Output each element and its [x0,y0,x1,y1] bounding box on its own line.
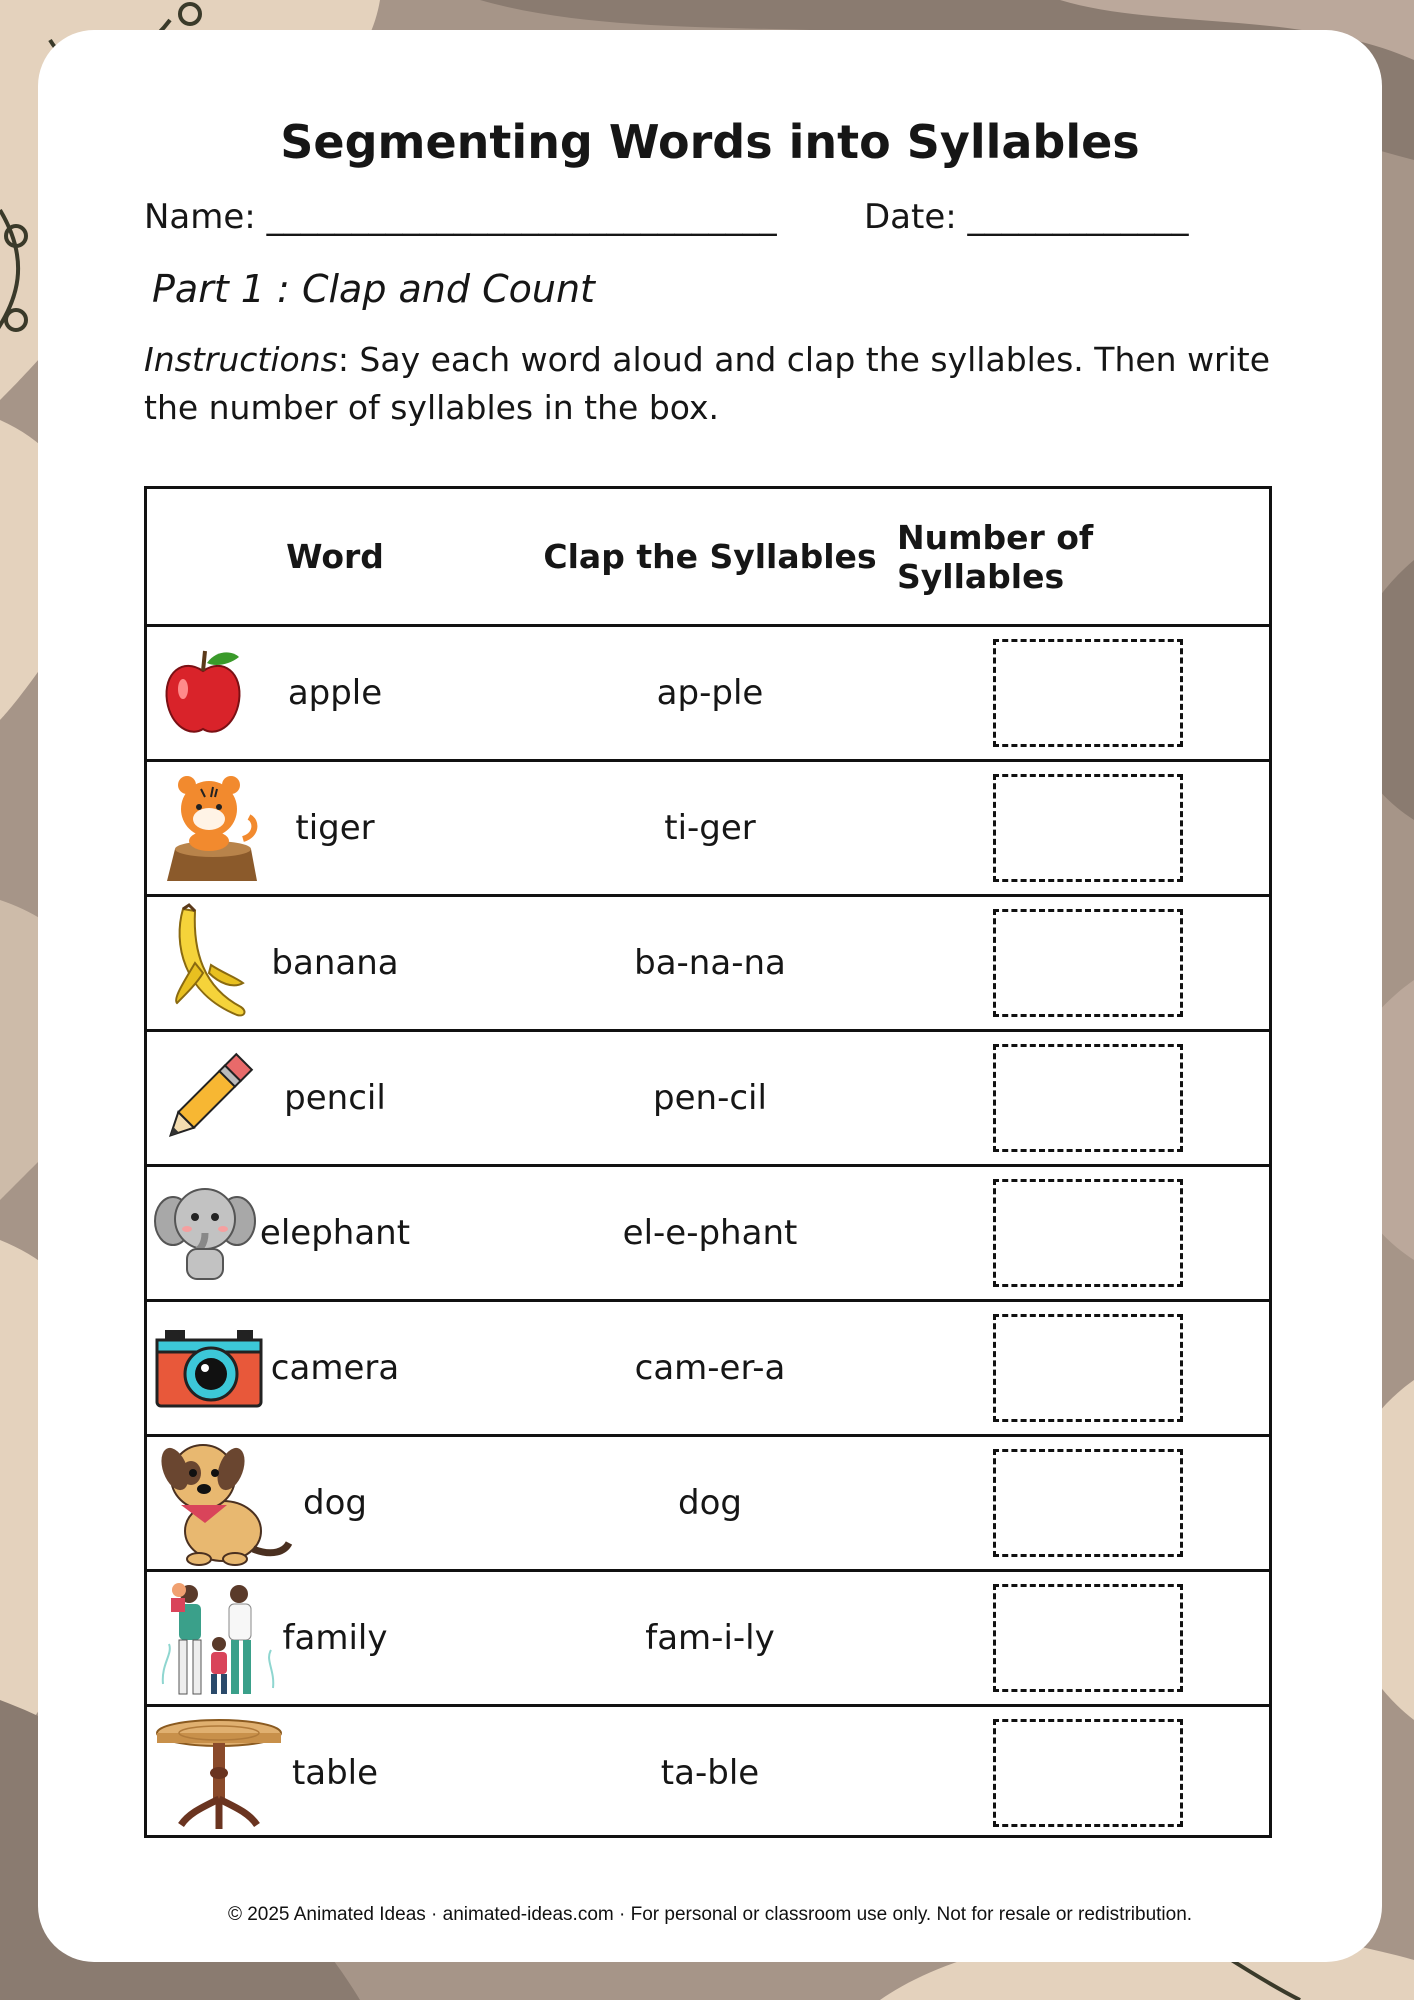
pencil-icon [153,1043,263,1153]
camera-icon [153,1326,265,1410]
word-label: elephant [259,1213,411,1253]
syllable-cell: el-e-phant [622,1213,798,1253]
answer-box[interactable] [993,1449,1183,1557]
table-row [147,1704,1269,1838]
part-heading: Part 1 : Clap and Count [152,267,595,311]
header-clap: Clap the Syllables [543,537,877,576]
copyright-footer: © 2025 Animated Ideas · animated-ideas.com · For personal or classroom use only. Not for resale or redistribution. [227,1904,1193,1925]
table-row [147,759,1269,894]
word-label: pencil [284,1078,386,1118]
word-cell [147,1032,523,1164]
date-field[interactable]: Date: _____________ [864,197,1189,237]
word-cell [147,1302,523,1434]
answer-box[interactable] [993,909,1183,1017]
word-label: banana [271,943,399,983]
word-cell [147,1572,523,1704]
tiger-icon [153,769,273,887]
table-row [147,1299,1269,1434]
answer-box[interactable] [993,1719,1183,1827]
instructions-label: Instructions [144,340,338,379]
instructions-text: : Say each word aloud and clap the syllables. Then write the number of syllables in the box. [144,340,1271,427]
table-row [147,624,1269,759]
answer-box[interactable] [993,1314,1183,1422]
page-title: Segmenting Words into Syllables [280,115,1140,169]
header-number: Number of Syllables [897,517,1094,596]
word-cell [147,762,523,894]
table-row [147,1434,1269,1569]
syllable-cell: ap-ple [656,673,764,713]
word-cell [147,1707,523,1838]
instructions [144,336,1284,432]
syllable-table [144,486,1272,1838]
name-field[interactable]: Name: ______________________________ [144,197,777,237]
apple-icon [153,643,253,743]
word-label: camera [270,1348,400,1388]
syllable-cell: ti-ger [664,808,756,848]
word-cell [147,897,523,1029]
table-header-row [147,489,1269,624]
table-row [147,1569,1269,1704]
table-row [147,1164,1269,1299]
table-icon [153,1713,285,1833]
answer-box[interactable] [993,1044,1183,1152]
table-row [147,894,1269,1029]
family-icon [153,1574,285,1702]
syllable-cell: ba-na-na [634,943,786,983]
syllable-cell: fam-i-ly [645,1618,775,1658]
syllable-cell: ta-ble [660,1752,760,1793]
header-word: Word [286,537,384,576]
word-cell [147,1167,523,1299]
syllable-cell: dog [678,1483,742,1523]
word-cell [147,627,523,759]
word-label: dog [303,1483,367,1523]
answer-box[interactable] [993,774,1183,882]
table-row [147,1029,1269,1164]
word-label: table [291,1752,379,1793]
answer-box[interactable] [993,1584,1183,1692]
dog-icon [153,1439,293,1567]
word-label: family [282,1618,388,1658]
syllable-cell: pen-cil [653,1078,767,1118]
word-cell [147,1437,523,1569]
elephant-icon [153,1179,257,1287]
word-label: tiger [295,808,375,848]
answer-box[interactable] [993,639,1183,747]
banana-icon [153,903,263,1023]
syllable-cell: cam-er-a [634,1348,786,1388]
answer-box[interactable] [993,1179,1183,1287]
word-label: apple [287,673,383,713]
